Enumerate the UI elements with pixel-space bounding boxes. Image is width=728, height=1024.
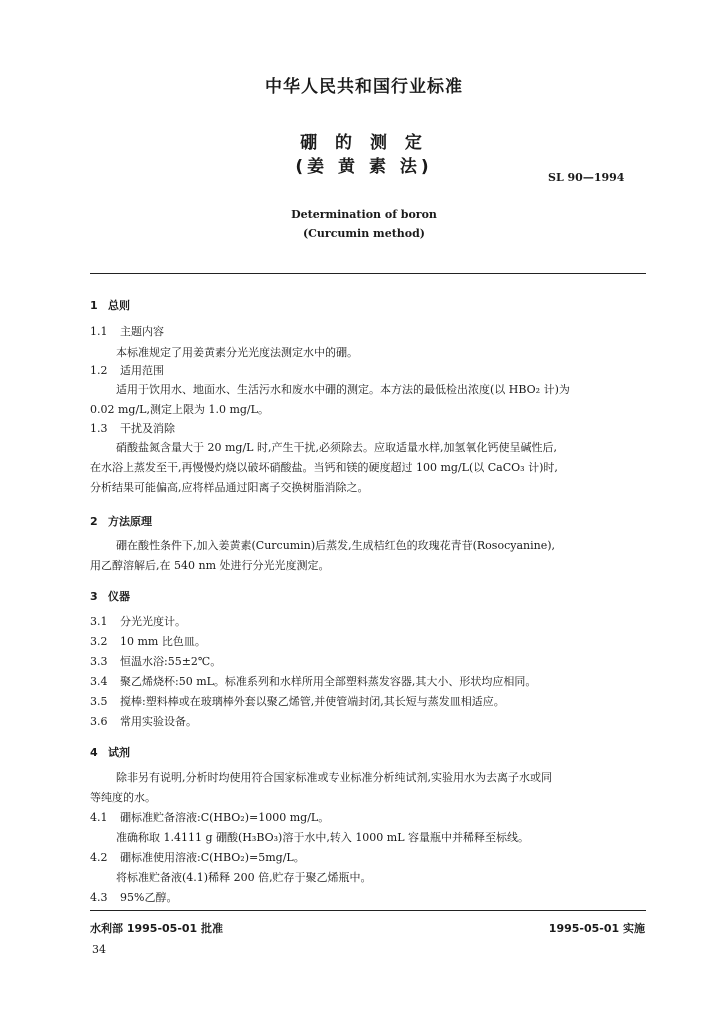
paragraph-line: 等纯度的水。 (90, 791, 156, 804)
implementation-line: 1995-05-01 实施 (548, 922, 645, 935)
subsection-number: 1.2 (90, 364, 108, 377)
subsection-4-1 (90, 811, 329, 825)
subsection-1-2 (90, 364, 164, 378)
list-item (90, 615, 186, 629)
title-en: Determination of boron (291, 208, 437, 221)
subsection-1-1 (90, 325, 164, 339)
item-text: 分光光度计。 (120, 615, 186, 628)
subsection-4-2 (90, 851, 305, 865)
subsection-number: 4.3 (90, 891, 108, 904)
subsection-number: 1.3 (90, 422, 108, 435)
section-title: 试剂 (108, 746, 130, 759)
item-text: 常用实验设备。 (120, 715, 197, 728)
item-number: 3.4 (90, 675, 108, 688)
item-text: 搅棒:塑料棒或在玻璃棒外套以聚乙烯管,并使管端封闭,其长短与蒸发皿相适应。 (120, 695, 505, 708)
subsection-title: 干扰及消除 (120, 422, 175, 435)
subsection-text: 95%乙醇。 (120, 891, 178, 904)
item-number: 3.3 (90, 655, 108, 668)
list-item (90, 695, 505, 709)
section-title: 总则 (108, 299, 130, 312)
item-text: 10 mm 比色皿。 (120, 635, 206, 648)
subsection-title: 主题内容 (120, 325, 164, 338)
paragraph-line: 准确称取 1.4111 g 硼酸(H₃BO₃)溶于水中,转入 1000 mL 容量瓶中并稀释至标线。 (116, 831, 530, 844)
standard-category: 中华人民共和国行业标准 (265, 77, 463, 97)
item-number: 3.1 (90, 615, 108, 628)
paragraph-line: 硼在酸性条件下,加入姜黄素(Curcumin)后蒸发,生成桔红色的玫瑰花青苷(Rosocyanine), (116, 539, 555, 552)
footer-rule (90, 910, 646, 911)
subsection-1-3 (90, 422, 175, 436)
list-item (90, 675, 536, 689)
list-item (90, 715, 197, 729)
section-3-heading (90, 588, 130, 604)
section-title: 方法原理 (108, 515, 152, 528)
subtitle-en: (Curcumin method) (302, 227, 426, 240)
paragraph-line: 除非另有说明,分析时均使用符合国家标准或专业标准分析纯试剂,实验用水为去离子水或同 (116, 771, 552, 784)
section-2-heading (90, 513, 152, 529)
section-1-heading (90, 297, 130, 313)
paragraph-line: 适用于饮用水、地面水、生活污水和废水中硼的测定。本方法的最低检出浓度(以 HBO₂ 计)为 (116, 383, 570, 396)
item-number: 3.5 (90, 695, 108, 708)
item-number: 3.2 (90, 635, 108, 648)
section-number: 3 (90, 590, 98, 603)
section-number: 4 (90, 746, 98, 759)
list-item (90, 635, 206, 649)
section-4-heading (90, 744, 130, 760)
title-cn: 硼 的 测 定 (300, 133, 428, 153)
page-number: 34 (92, 943, 106, 956)
approval-line: 水利部 1995-05-01 批准 (90, 922, 224, 935)
paragraph-line: 在水浴上蒸发至干,再慢慢灼烧以破坏硝酸盐。当钙和镁的硬度超过 100 mg/L(以 CaCO₃ 计)时, (90, 461, 558, 474)
subsection-number: 4.1 (90, 811, 108, 824)
section-title: 仪器 (108, 590, 130, 603)
section-number: 1 (90, 299, 98, 312)
standard-number: SL 90—1994 (548, 171, 625, 184)
subsection-4-3 (90, 891, 177, 905)
list-item (90, 655, 221, 669)
subsection-text: 硼标准使用溶液:C(HBO₂)=5mg/L。 (120, 851, 305, 864)
subsection-number: 1.1 (90, 325, 108, 338)
section-number: 2 (90, 515, 98, 528)
paragraph-line: 硝酸盐氮含量大于 20 mg/L 时,产生干扰,必须除去。应取适量水样,加氢氧化钙使呈碱性后, (116, 441, 557, 454)
header-rule (90, 273, 646, 274)
subtitle-cn: (姜 黄 素 法) (295, 157, 433, 177)
paragraph-line: 用乙醇溶解后,在 540 nm 处进行分光光度测定。 (90, 559, 330, 572)
item-number: 3.6 (90, 715, 108, 728)
paragraph-line: 分析结果可能偏高,应将样品通过阳离子交换树脂消除之。 (90, 481, 369, 494)
paragraph-line: 将标准贮备液(4.1)稀释 200 倍,贮存于聚乙烯瓶中。 (116, 871, 372, 884)
item-text: 恒温水浴:55±2℃。 (120, 655, 222, 668)
subsection-text: 硼标准贮备溶液:C(HBO₂)=1000 mg/L。 (120, 811, 330, 824)
paragraph: 本标准规定了用姜黄素分光光度法测定水中的硼。 (116, 346, 358, 359)
subsection-number: 4.2 (90, 851, 108, 864)
item-text: 聚乙烯烧杯:50 mL。标准系列和水样所用全部塑料蒸发容器,其大小、形状均应相同。 (120, 675, 537, 688)
subsection-title: 适用范围 (120, 364, 164, 377)
paragraph-line: 0.02 mg/L,测定上限为 1.0 mg/L。 (90, 403, 269, 416)
